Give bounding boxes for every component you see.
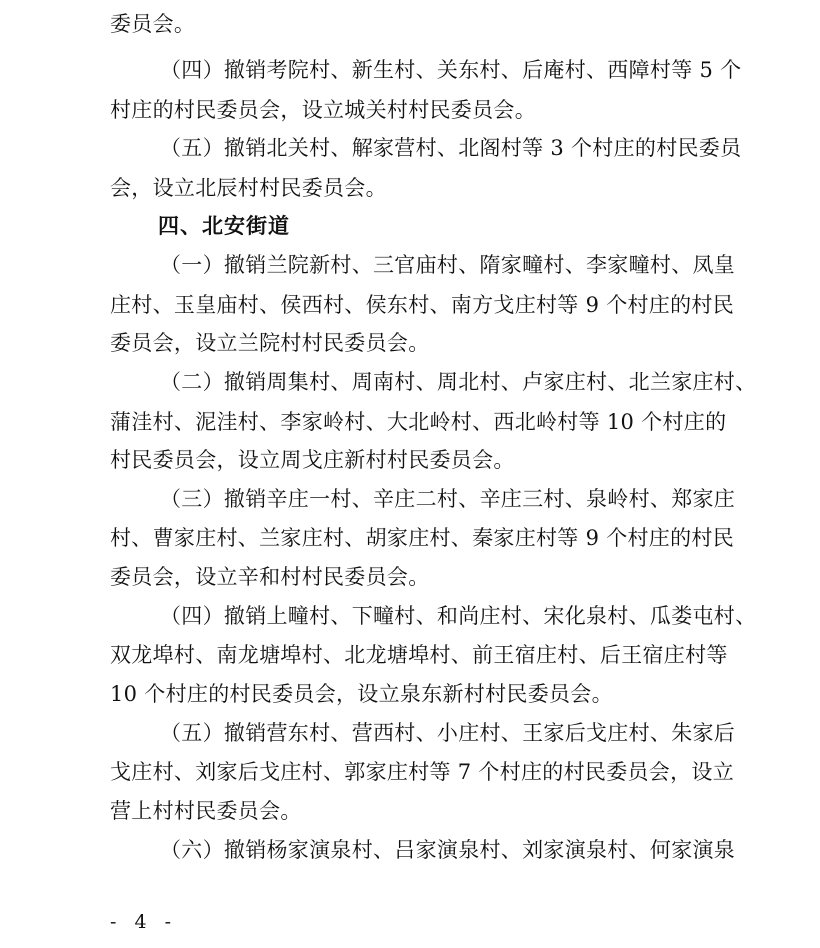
text-line: 村庄的村民委员会，设立城关村村民委员会。 bbox=[110, 98, 536, 122]
text-line: （五）撤销北关村、解家营村、北阁村等 3 个村庄的村民委员 bbox=[160, 136, 742, 160]
text-line: （四）撤销上疃村、下疃村、和尚庄村、宋化泉村、瓜娄屯村、 bbox=[160, 604, 757, 628]
text-line: 委员会，设立兰院村村民委员会。 bbox=[110, 331, 430, 355]
text-line: 戈庄村、刘家后戈庄村、郭家庄村等 7 个村庄的村民委员会，设立 bbox=[110, 760, 735, 784]
text-line: （五）撤销营东村、营西村、小庄村、王家后戈庄村、朱家后 bbox=[160, 721, 736, 745]
text-line: 蒲洼村、泥洼村、李家岭村、大北岭村、西北岭村等 10 个村庄的 bbox=[110, 410, 727, 434]
text-line: （二）撤销周集村、周南村、周北村、卢家庄村、北兰家庄村、 bbox=[160, 370, 757, 394]
text-line: 营上村村民委员会。 bbox=[110, 799, 302, 823]
text-line: 庄村、玉皇庙村、侯西村、侯东村、南方戈庄村等 9 个村庄的村民 bbox=[110, 293, 735, 317]
text-line: 委员会。 bbox=[110, 12, 196, 36]
text-line: （三）撤销辛庄一村、辛庄二村、辛庄三村、泉岭村、郑家庄 bbox=[160, 487, 736, 511]
text-line: 村、曹家庄村、兰家庄村、胡家庄村、秦家庄村等 9 个村庄的村民 bbox=[110, 526, 735, 550]
section-heading: 四、北安街道 bbox=[158, 213, 290, 238]
text-line: 10 个村庄的村民委员会，设立泉东新村村民委员会。 bbox=[110, 682, 613, 706]
text-line: （一）撤销兰院新村、三官庙村、隋家疃村、李家疃村、凤皇 bbox=[160, 253, 736, 277]
text-line: （四）撤销考院村、新生村、关东村、后庵村、西障村等 5 个 bbox=[160, 58, 742, 82]
text-line: 会，设立北辰村村民委员会。 bbox=[110, 176, 387, 200]
text-line: 村民委员会，设立周戈庄新村村民委员会。 bbox=[110, 448, 515, 472]
page-number: - 4 - bbox=[110, 911, 178, 933]
text-line: 委员会，设立辛和村村民委员会。 bbox=[110, 565, 430, 589]
text-line: （六）撤销杨家演泉村、吕家演泉村、刘家演泉村、何家演泉 bbox=[160, 838, 736, 862]
text-line: 双龙埠村、南龙塘埠村、北龙塘埠村、前王宿庄村、后王宿庄村等 bbox=[110, 643, 728, 667]
